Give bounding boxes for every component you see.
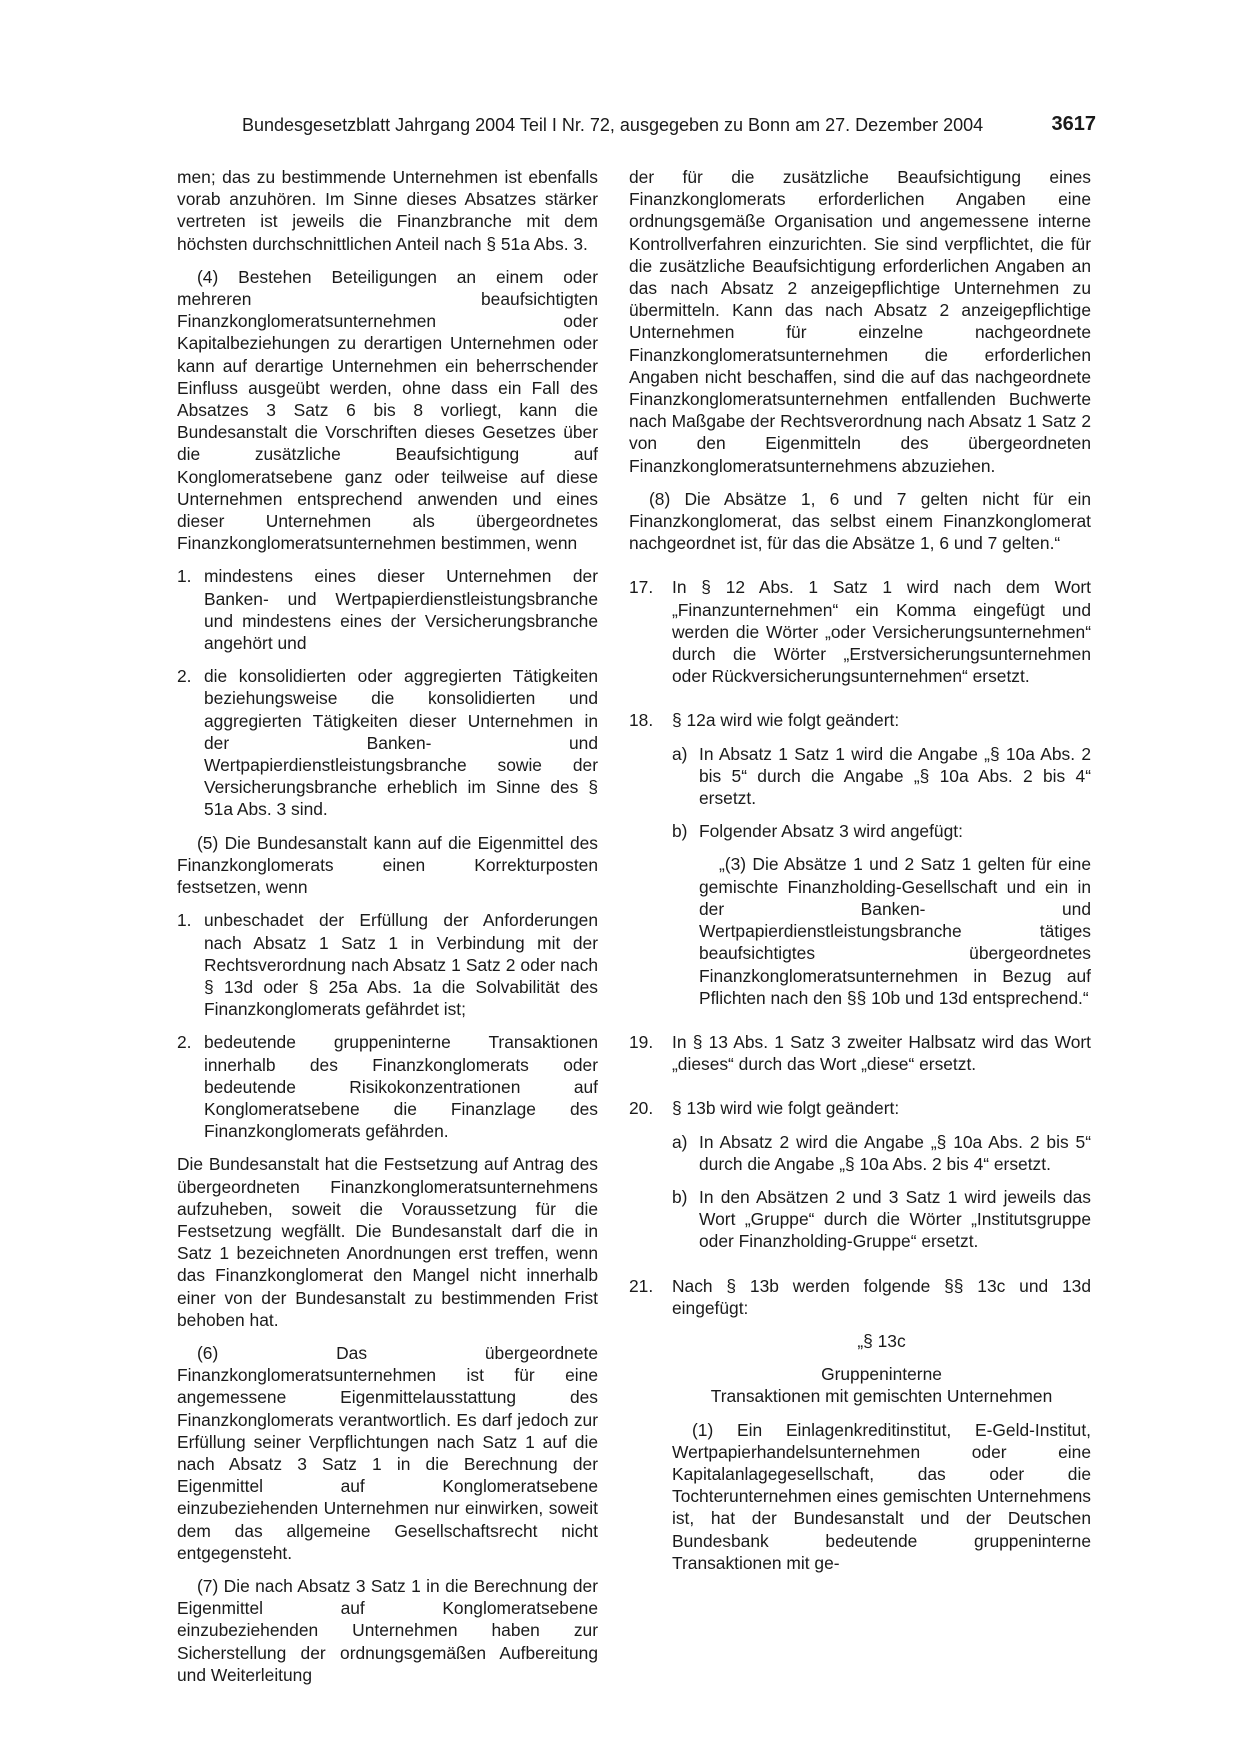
sub-text: In Absatz 1 Satz 1 wird die Angabe „§ 10a Abs. 2 bis 5“ durch die Angabe „§ 10a Abs. 2 bis 4“ ersetzt. bbox=[699, 743, 1091, 809]
list-text: bedeutende gruppeninterne Transaktionen innerhalb des Finanzkonglomerats oder bedeutende Risikokonzentrationen auf Konglomeratsebene die Finanzlage des Finanzkonglomerats gefährden. bbox=[204, 1032, 598, 1142]
item-text: § 12a wird wie folgt geändert: bbox=[672, 710, 900, 731]
inserted-section-13c bbox=[672, 1330, 1091, 1574]
list-item bbox=[177, 909, 598, 1020]
sub-label: b) bbox=[672, 821, 688, 842]
paragraph-5-after: Die Bundesanstalt hat die Festsetzung auf Antrag des übergeordneten Finanzkonglomeratsunternehmens aufzuheben, soweit die Voraussetzung für die Festsetzung wegfällt. Die Bundesanstalt darf die in Satz 1 bezeichneten Anordnungen erst treffen, wenn das Finanzkonglomerat den Mangel nicht innerhalb einer von der Bundesanstalt zu bestimmenden Frist behoben hat. bbox=[177, 1154, 598, 1330]
page-header bbox=[0, 114, 1244, 144]
item-text: In § 13 Abs. 1 Satz 3 zweiter Halbsatz wird das Wort „dieses“ durch das Wort „diese“ ersetzt. bbox=[672, 1031, 1091, 1075]
sub-item-a bbox=[672, 1131, 1091, 1175]
paragraph-8: (8) Die Absätze 1, 6 und 7 gelten nicht für ein Finanzkonglomerat, das selbst einem Finanzkonglomerat nachgeordnet ist, für das die Absätze 1, 6 und 7 gelten.“ bbox=[629, 488, 1091, 554]
item-number: 19. bbox=[629, 1031, 654, 1052]
amendment-item-18 bbox=[629, 709, 1091, 731]
list-text: mindestens eines dieser Unternehmen der Banken- und Wertpapierdienstleistungsbranche und mindestens eines der Versicherungsbranche angehört und bbox=[204, 566, 598, 654]
item-number: 21. bbox=[629, 1275, 654, 1296]
sub-label: a) bbox=[672, 1131, 688, 1152]
sub-item-b bbox=[672, 1186, 1091, 1253]
right-column bbox=[629, 166, 1091, 1574]
item-text: § 13b wird wie folgt geändert: bbox=[672, 1098, 900, 1119]
list-number: 2. bbox=[177, 666, 192, 687]
list-number: 1. bbox=[177, 910, 192, 931]
item-number: 20. bbox=[629, 1098, 654, 1119]
paragraph-continuation: men; das zu bestimmende Unternehmen ist ebenfalls vorab anzuhören. Im Sinne dieses Absatzes stärker vertreten ist jeweils die Finanzbranche mit dem höchsten durchschnittlichen Anteil nach § 51a Abs. 3. bbox=[177, 167, 598, 254]
list-item bbox=[177, 1031, 598, 1142]
paragraph-7-continuation: der für die zusätzliche Beaufsichtigung eines Finanzkonglomerats erforderlichen Angaben eine ordnungsgemäße Organisation und angemessene interne Kontrollverfahren einzurichten. Sie sind verpflichtet, die für die zusätzliche Beaufsichtigung erforderlichen Angaben an das nach Absatz 2 anzeigepflichtige Unternehmen zu übermitteln. Kann das nach Absatz 2 anzeigepflichtige Unternehmen für einzelne nachgeordnete Finanzkonglomeratsunternehmen die erforderlichen Angaben nicht beschaffen, sind die auf das nachgeordnete Finanzkonglomeratsunternehmen entfallenden Buchwerte nach Maßgabe der Rechtsverordnung nach Absatz 1 Satz 2 von den Eigenmitteln des übergeordneten Finanzkonglomeratsunternehmens abzuziehen. bbox=[629, 167, 1091, 476]
list-item bbox=[177, 565, 598, 654]
paragraph-6: (6) Das übergeordnete Finanzkonglomeratsunternehmen ist für eine angemessene Eigenmittelausstattung des Finanzkonglomerats verantwortlich. Es darf jedoch zur Erfüllung seiner Verpflichtungen nach Satz 1 auf die nach Absatz 3 Satz 1 in die Berechnung der Eigenmittel auf Konglomeratsebene einzubeziehenden Unternehmen nur einwirken, soweit dem das allgemeine Gesellschaftsrecht nicht entgegensteht. bbox=[177, 1342, 598, 1563]
amendment-item-17 bbox=[629, 576, 1091, 687]
sub-text: In den Absätzen 2 und 3 Satz 1 wird jeweils das Wort „Gruppe“ durch die Wörter „Institutsgruppe oder Finanzholding-Gruppe“ ersetzt. bbox=[699, 1186, 1091, 1252]
item-number: 18. bbox=[629, 710, 654, 731]
list-text: unbeschadet der Erfüllung der Anforderungen nach Absatz 1 Satz 1 in Verbindung mit der Rechtsverordnung nach Absatz 1 Satz 2 oder nach § 13d oder § 25a Abs. 1a die Solvabilität des Finanzkonglomerats gefährdet ist; bbox=[204, 910, 598, 1020]
paragraph-7: (7) Die nach Absatz 3 Satz 1 in die Berechnung der Eigenmittel auf Konglomeratsebene einzubeziehenden Unternehmen haben zur Sicherstellung der ordnungsgemäßen Aufbereitung und Weiterleitung bbox=[177, 1575, 598, 1685]
item-text: Nach § 13b werden folgende §§ 13c und 13d eingefügt: bbox=[672, 1275, 1091, 1318]
amendment-item-20 bbox=[629, 1097, 1091, 1119]
sub-label: b) bbox=[672, 1186, 688, 1207]
item-number: 17. bbox=[629, 577, 654, 598]
section-title-line-2: Transaktionen mit gemischten Unternehmen bbox=[710, 1386, 1053, 1407]
amendment-item-19 bbox=[629, 1031, 1091, 1075]
sub-text: Folgender Absatz 3 wird angefügt: bbox=[699, 821, 963, 842]
sub-label: a) bbox=[672, 743, 688, 764]
item-text: In § 12 Abs. 1 Satz 1 wird nach dem Wort „Finanzunternehmen“ ein Komma eingefügt und werden die Wörter „oder Versicherungsunternehmen“ durch die Wörter „Erstversicherungsunternehmen oder Rückversicherungsunternehmen“ ersetzt. bbox=[672, 577, 1091, 687]
list-text: die konsolidierten oder aggregierten Tätigkeiten beziehungsweise die konsolidierten und aggregierten Tätigkeiten dieser Unternehmen in der Banken- und Wertpapierdienstleistungsbranche sowie der Versicherungsbranche erheblich im Sinne des § 51a Abs. 3 sind. bbox=[204, 666, 598, 820]
list-number: 2. bbox=[177, 1032, 192, 1053]
left-column bbox=[177, 166, 598, 1686]
sub-text: In Absatz 2 wird die Angabe „§ 10a Abs. 2 bis 5“ durch die Angabe „§ 10a Abs. 2 bis 4“ ersetzt. bbox=[699, 1131, 1091, 1174]
amendment-item-21 bbox=[629, 1275, 1091, 1319]
section-number: „§ 13c bbox=[857, 1330, 906, 1351]
section-title-line-1: Gruppeninterne bbox=[821, 1364, 942, 1385]
list-number: 1. bbox=[177, 566, 192, 587]
list-item bbox=[177, 665, 598, 820]
paragraph-4: (4) Bestehen Beteiligungen an einem oder mehreren beaufsichtigten Finanzkonglomeratsunternehmen oder Kapitalbeziehungen zu derartigen Unternehmen oder kann auf derartige Unternehmen ein beherrschender Einfluss ausgeübt werden, ohne dass ein Fall des Absatzes 3 Satz 6 bis 8 vorliegt, kann die Bundesanstalt die Vorschriften dieses Gesetzes über die zusätzliche Beaufsichtigung auf Konglomeratsebene ganz oder teilweise auf diese Unternehmen entsprechend anwenden und eines dieser Unternehmen als übergeordnetes Finanzkonglomeratsunternehmen bestimmen, wenn bbox=[177, 266, 598, 554]
sub-item-b bbox=[672, 820, 1091, 842]
inserted-paragraph-3: „(3) Die Absätze 1 und 2 Satz 1 gelten für eine gemischte Finanzholding-Gesellschaft und ein in der Banken- und Wertpapierdienstleistungsbranche tätiges beaufsichtigtes übergeordnetes Finanzkonglomeratsunternehmen in Bezug auf Pflichten nach den §§ 10b und 13d entsprechend.“ bbox=[699, 854, 1091, 1008]
sub-item-a bbox=[672, 743, 1091, 810]
running-title: Bundesgesetzblatt Jahrgang 2004 Teil I Nr. 72, ausgegeben zu Bonn am 27. Dezember 2004 bbox=[242, 115, 984, 135]
paragraph-5: (5) Die Bundesanstalt kann auf die Eigenmittel des Finanzkonglomerats einen Korrekturposten festsetzen, wenn bbox=[177, 832, 598, 898]
section-paragraph-1: (1) Ein Einlagenkreditinstitut, E-Geld-Institut, Wertpapierhandelsunternehmen oder eine Kapitalanlagegesellschaft, das oder die Tochterunternehmen eines gemischten Unternehmens ist, hat der Bundesanstalt und der Deutschen Bundesbank bedeutende gruppeninterne Transaktionen mit ge- bbox=[672, 1419, 1091, 1573]
page-number: 3617 bbox=[1051, 113, 1096, 135]
